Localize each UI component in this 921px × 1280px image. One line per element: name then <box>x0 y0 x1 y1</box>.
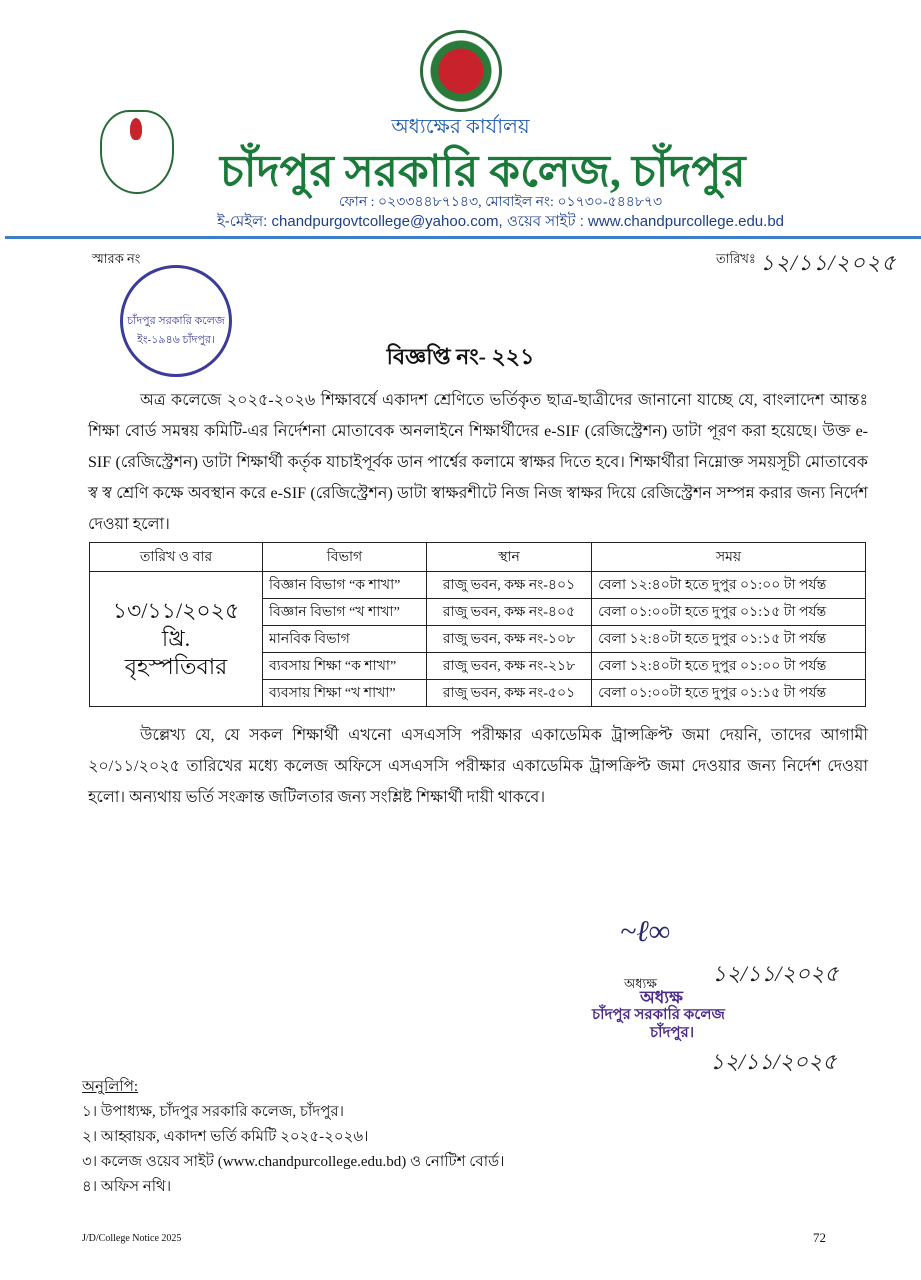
copy-item: ৩। কলেজ ওয়েব সাইট (www.chandpurcollege.edu.bd) ও নোটিশ বোর্ড। <box>82 1154 505 1170</box>
copy-list <box>82 1075 504 1200</box>
email-web-line: ই-মেইল: chandpurgovtcollege@yahoo.com, ওয়েব সাইট : www.chandpurcollege.edu.bd <box>216 213 785 230</box>
dept-cell: ব্যবসায় শিক্ষা “ক শাখা” <box>263 653 427 680</box>
office-label: অধ্যক্ষের কার্যালয় <box>391 116 530 138</box>
memo-label: স্মারক নং <box>92 251 141 266</box>
col-header: বিভাগ <box>263 543 427 572</box>
notice-paragraph-2: উল্লেখ্য যে, যে সকল শিক্ষার্থী এখনো এসএসসি পরীক্ষার একাডেমিক ট্রান্সক্রিপ্ট জমা দেয়নি, তাদের আগামী ২০/১১/২০২৫ তারিখের মধ্যে কলেজ অফিসে এসএসসি পরীক্ষার একাডেমিক ট্রান্সক্রিপ্ট জমা দেওয়ার জন্য নির্দেশ দেওয়া হলো। অন্যথায় ভর্তি সংক্রান্ত জটিলতার জন্য সংশ্লিষ্ট শিক্ষার্থী দায়ী থাকবে। <box>88 727 868 806</box>
time-cell: বেলা ০১:০০টা হতে দুপুর ০১:১৫ টা পর্যন্ত <box>592 599 866 626</box>
place-cell: রাজু ভবন, কক্ষ নং-৪০১ <box>427 572 592 599</box>
day-text: বৃহস্পতিবার <box>124 654 228 679</box>
schedule-table <box>89 542 866 707</box>
place-cell: রাজু ভবন, কক্ষ নং-৫০১ <box>427 680 592 707</box>
place-cell: রাজু ভবন, কক্ষ নং-১০৮ <box>427 626 592 653</box>
signature-block <box>592 905 860 1075</box>
table-header-row <box>90 543 866 572</box>
date-label: তারিখঃ <box>716 251 756 266</box>
copy-item: ১। উপাধ্যক্ষ, চাঁদপুর সরকারি কলেজ, চাঁদপুর। <box>82 1104 345 1120</box>
signatory-title: অধ্যক্ষ <box>624 976 657 991</box>
header-divider <box>5 236 921 239</box>
col-header: সময় <box>592 543 866 572</box>
college-stamp: চাঁদপুর সরকারি কলেজ ইং-১৯৪৬ চাঁদপুর। <box>120 265 232 377</box>
time-cell: বেলা ১২:৪০টা হতে দুপুর ০১:০০ টা পর্যন্ত <box>592 653 866 680</box>
time-cell: বেলা ১২:৪০টা হতে দুপুর ০১:০০ টা পর্যন্ত <box>592 572 866 599</box>
col-header: তারিখ ও বার <box>90 543 263 572</box>
date-cell <box>90 572 263 707</box>
table-row <box>90 572 866 599</box>
page-number: 72 <box>813 1230 826 1245</box>
handwritten-date: ১২/১১/২০২৫ <box>760 250 897 275</box>
notice-paragraph-1: অত্র কলেজে ২০২৫-২০২৬ শিক্ষাবর্ষে একাদশ শ্রেণিতে ভর্তিকৃত ছাত্র-ছাত্রীদের জানানো যাচ্ছে যে, বাংলাদেশ আন্তঃ শিক্ষা বোর্ড সমন্বয় কমিটি-এর নির্দেশনা মোতাবেক অনলাইনে শিক্ষার্থীদের e-SIF (রেজিস্ট্রেশন) ডাটা পূরণ করা হয়েছে। উক্ত e-SIF (রেজিস্ট্রেশন) ডাটা শিক্ষার্থী কর্তৃক যাচাইপূর্বক ডান পার্শ্বের কলামে স্বাক্ষর দিতে হবে। শিক্ষার্থীরা নিম্নোক্ত সময়সূচী মোতাবেক স্ব স্ব শ্রেণি কক্ষে অবস্থান করে e-SIF (রেজিস্ট্রেশন) ডাটা স্বাক্ষরশীটে নিজ নিজ স্বাক্ষর দিয়ে রেজিস্ট্রেশন সম্পন্ন করার জন্য নির্দেশ দেওয়া হলো। <box>88 392 868 533</box>
contact-line: ফোন : ০২৩৩৪৪৮৭১৪৩, মোবাইল নং: ০১৭৩০-৫৪৪৮৭৩ <box>338 195 663 210</box>
college-name: চাঁদপুর সরকারি কলেজ, চাঁদপুর <box>220 147 746 196</box>
notice-title: বিজ্ঞপ্তি নং- ২২১ <box>386 344 535 369</box>
time-cell: বেলা ০১:০০টা হতে দুপুর ০১:১৫ টা পর্যন্ত <box>592 680 866 707</box>
date-text: ১৩/১১/২০২৫ খ্রি. <box>112 598 240 651</box>
dept-cell: বিজ্ঞান বিভাগ “খ শাখা” <box>263 599 427 626</box>
place-cell: রাজু ভবন, কক্ষ নং-২১৮ <box>427 653 592 680</box>
signature-date-2: ১২/১১/২০২৫ <box>710 1049 837 1074</box>
copy-item: ৪। অফিস নথি। <box>82 1179 172 1195</box>
col-header: স্থান <box>427 543 592 572</box>
dept-cell: ব্যবসায় শিক্ষা “খ শাখা” <box>263 680 427 707</box>
copy-item: ২। আহ্বায়ক, একাদশ ভর্তি কমিটি ২০২৫-২০২৬। <box>82 1129 369 1145</box>
time-cell: বেলা ১২:৪০টা হতে দুপুর ০১:১৫ টা পর্যন্ত <box>592 626 866 653</box>
signature-date: ১২/১১/২০২৫ <box>712 961 839 986</box>
dept-cell: মানবিক বিভাগ <box>263 626 427 653</box>
footer-reference: J/D/College Notice 2025 <box>82 1233 182 1244</box>
signatory-stamp-college: চাঁদপুর সরকারি কলেজ <box>592 1007 725 1023</box>
signatory-stamp-place: চাঁদপুর। <box>650 1025 695 1041</box>
copy-heading: অনুলিপি: <box>82 1079 139 1095</box>
signatory-stamp-title: অধ্যক্ষ <box>640 988 683 1007</box>
dept-cell: বিজ্ঞান বিভাগ “ক শাখা” <box>263 572 427 599</box>
government-seal <box>420 30 502 112</box>
signature-scribble: ~ℓ∞ <box>620 915 671 948</box>
place-cell: রাজু ভবন, কক্ষ নং-৪০৫ <box>427 599 592 626</box>
